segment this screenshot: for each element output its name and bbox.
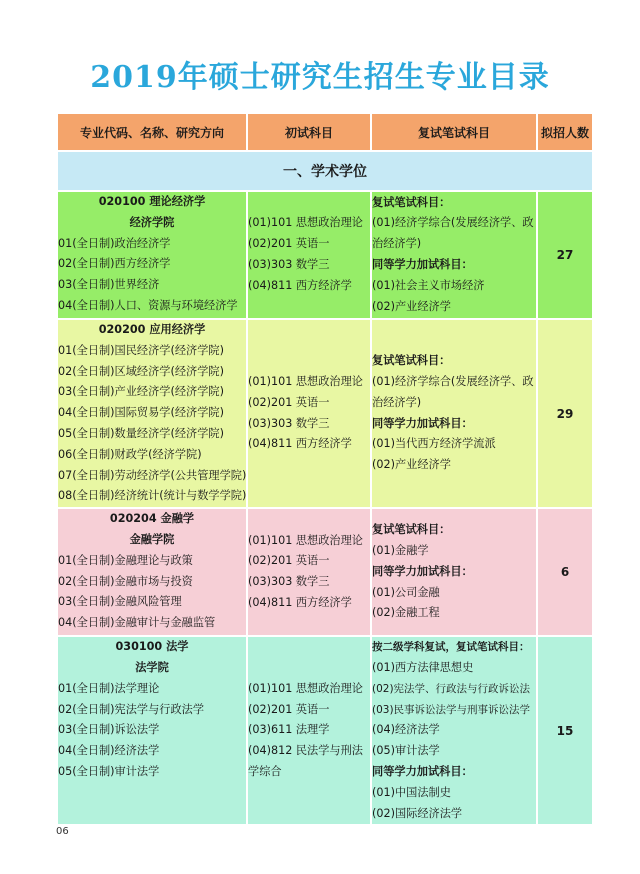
exam-item: (04)811 西方经济学 — [248, 437, 352, 451]
retest-item: (01)西方法律思想史 — [372, 660, 474, 674]
direction-item: 01(全日制)政治经济学 — [58, 236, 171, 250]
exam-item: (03)303 数学三 — [248, 575, 330, 589]
retest-exam-cell — [371, 508, 537, 636]
retest-item: (02)产业经济学 — [372, 458, 451, 472]
retest-exam-cell — [371, 636, 537, 825]
equivalent-heading: 同等学力加试科目： — [372, 764, 473, 778]
direction-item: 01(全日制)国民经济学(经济学院) — [58, 343, 224, 357]
retest-item: (01)经济学综合(发展经济学、政治经济学) — [372, 216, 534, 251]
header-retest-exam: 复试笔试科目 — [371, 113, 537, 151]
table-header-row — [57, 113, 593, 151]
initial-exam-cell — [247, 191, 371, 319]
major-cell — [57, 319, 247, 508]
quota-cell: 29 — [537, 319, 593, 508]
direction-item: 07(全日制)劳动经济学(公共管理学院) — [58, 468, 247, 482]
quota-cell: 6 — [537, 508, 593, 636]
direction-item: 03(全日制)金融风险管理 — [58, 595, 182, 609]
retest-item: (01)金融学 — [372, 543, 429, 557]
direction-item: 08(全日制)经济统计(统计与数学学院) — [58, 489, 247, 503]
direction-item: 03(全日制)世界经济 — [58, 278, 160, 292]
direction-item: 03(全日制)产业经济学(经济学院) — [58, 385, 224, 399]
major-code-name: 030100 法学 — [115, 640, 189, 654]
direction-item: 04(全日制)金融审计与金融监管 — [58, 616, 216, 630]
exam-item: (03)611 法理学 — [248, 723, 330, 737]
direction-item: 01(全日制)法学理论 — [58, 681, 160, 695]
table-row — [57, 319, 593, 508]
exam-item: (02)201 英语一 — [248, 395, 330, 409]
retest-item: (02)金融工程 — [372, 606, 440, 620]
exam-item: (04)811 西方经济学 — [248, 278, 352, 292]
major-code-name: 020204 金融学 — [109, 512, 195, 526]
retest-heading: 复试笔试科目： — [372, 195, 451, 209]
retest-heading: 复试笔试科目： — [372, 354, 451, 368]
retest-exam-cell — [371, 191, 537, 319]
direction-item: 04(全日制)经济法学 — [58, 744, 160, 758]
retest-item: (04)经济法学 — [372, 723, 440, 737]
direction-item: 04(全日制)人口、资源与环境经济学 — [58, 298, 238, 312]
major-school: 经济学院 — [129, 215, 175, 229]
retest-heading: 复试笔试科目： — [372, 523, 451, 537]
equivalent-heading: 同等学力加试科目： — [372, 258, 473, 271]
retest-item: (01)中国法制史 — [372, 785, 451, 799]
major-code-name: 020200 应用经济学 — [98, 323, 206, 336]
direction-item: 05(全日制)审计法学 — [58, 764, 160, 778]
exam-item: (03)303 数学三 — [248, 416, 330, 430]
retest-item: (02)宪法学、行政法与行政诉讼法 — [372, 682, 531, 695]
exam-item: (02)201 英语一 — [248, 237, 330, 251]
exam-item: (01)101 思想政治理论 — [248, 533, 363, 547]
quota-cell: 15 — [537, 636, 593, 825]
section-row — [57, 151, 593, 191]
retest-heading: 按二级学科复试，复试笔试科目： — [372, 641, 530, 654]
page-title: 2019年硕士研究生招生专业目录 — [90, 60, 550, 95]
initial-exam-cell — [247, 319, 371, 508]
table-row — [57, 636, 593, 825]
retest-exam-cell — [371, 319, 537, 508]
direction-item: 04(全日制)国际贸易学(经济学院) — [58, 406, 224, 420]
major-code-name: 020100 理论经济学 — [98, 195, 206, 208]
header-quota: 拟招人数 — [537, 113, 593, 151]
retest-item: (01)经济学综合(发展经济学、政治经济学) — [372, 374, 534, 409]
direction-item: 01(全日制)金融理论与政策 — [58, 553, 193, 567]
major-school: 金融学院 — [129, 532, 175, 546]
initial-exam-cell — [247, 636, 371, 825]
direction-item: 02(全日制)西方经济学 — [58, 257, 171, 271]
direction-item: 02(全日制)宪法学与行政法学 — [58, 702, 205, 716]
exam-item: (04)812 民法学与刑法学综合 — [248, 744, 363, 778]
major-cell — [57, 636, 247, 825]
exam-item: (03)303 数学三 — [248, 258, 330, 271]
retest-item: (03)民事诉讼法学与刑事诉讼法学 — [372, 703, 531, 716]
major-cell — [57, 508, 247, 636]
major-school: 法学院 — [135, 660, 169, 674]
equivalent-heading: 同等学力加试科目： — [372, 416, 473, 430]
major-cell — [57, 191, 247, 319]
exam-item: (01)101 思想政治理论 — [248, 681, 363, 695]
table-row — [57, 191, 593, 319]
retest-item: (02)国际经济法学 — [372, 806, 463, 820]
major-catalog-table — [56, 112, 594, 826]
page-number: 06 — [56, 826, 69, 837]
direction-item: 05(全日制)数量经济学(经济学院) — [58, 426, 224, 440]
exam-item: (02)201 英语一 — [248, 702, 330, 716]
direction-item: 03(全日制)诉讼法学 — [58, 723, 160, 737]
table-row — [57, 508, 593, 636]
equivalent-heading: 同等学力加试科目： — [372, 564, 473, 578]
section-title: 一、学术学位 — [57, 151, 593, 191]
retest-item: (05)审计法学 — [372, 744, 440, 758]
retest-item: (01)公司金融 — [372, 585, 440, 599]
exam-item: (01)101 思想政治理论 — [248, 216, 363, 230]
exam-item: (02)201 英语一 — [248, 554, 330, 568]
header-major: 专业代码、名称、研究方向 — [57, 113, 247, 151]
quota-cell: 27 — [537, 191, 593, 319]
retest-item: (02)产业经济学 — [372, 299, 451, 313]
direction-item: 02(全日制)区域经济学(经济学院) — [58, 364, 224, 378]
direction-item: 06(全日制)财政学(经济学院) — [58, 447, 202, 461]
exam-item: (01)101 思想政治理论 — [248, 374, 363, 388]
initial-exam-cell — [247, 508, 371, 636]
header-initial-exam: 初试科目 — [247, 113, 371, 151]
exam-item: (04)811 西方经济学 — [248, 595, 352, 609]
retest-item: (01)社会主义市场经济 — [372, 278, 485, 292]
direction-item: 02(全日制)金融市场与投资 — [58, 574, 193, 588]
retest-item: (01)当代西方经济学流派 — [372, 437, 496, 451]
